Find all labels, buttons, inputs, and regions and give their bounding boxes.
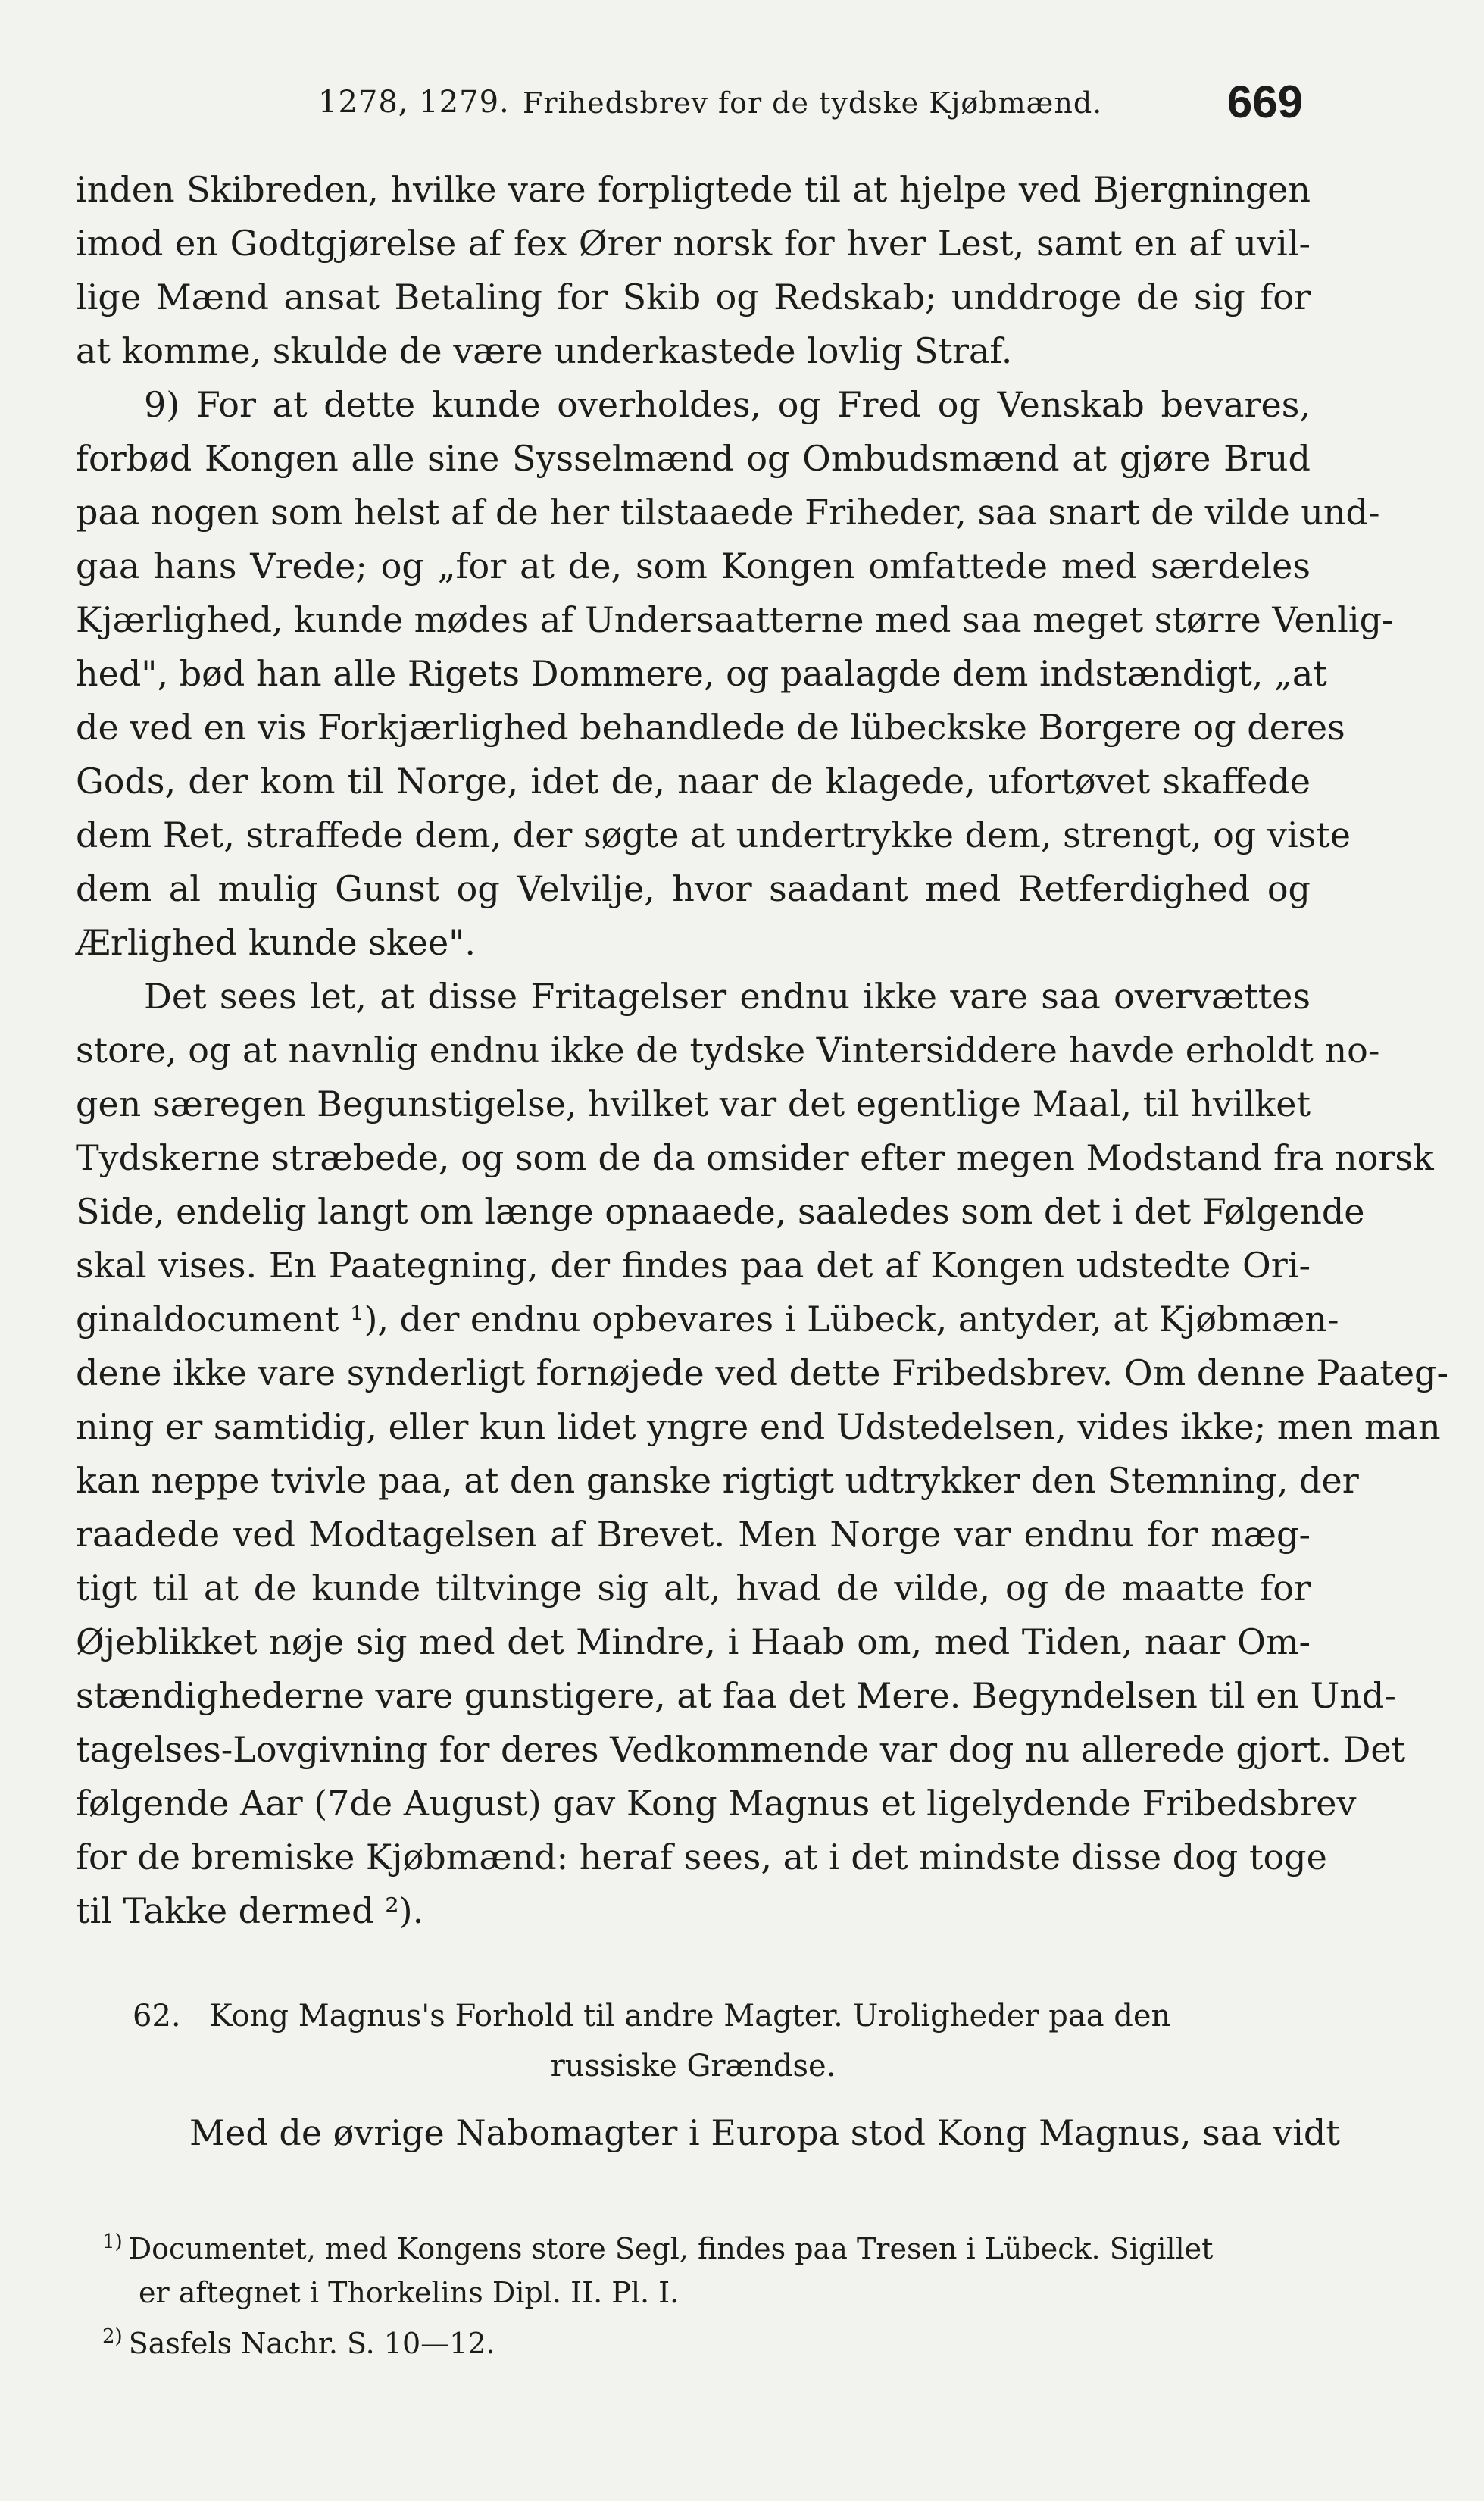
text-line: hed", bød han alle Rigets Dommere, og paalagde dem indstændigt, „at bbox=[76, 653, 1327, 694]
text-line: Side, endelig langt om længe opnaaede, saaledes som det i det Følgende bbox=[76, 1191, 1365, 1232]
text-line: forbød Kongen alle sine Sysselmænd og Ombudsmænd at gjøre Brud bbox=[76, 438, 1311, 479]
running-header bbox=[318, 76, 1303, 144]
section-body-line: Med de øvrige Nabomagter i Europa stod Kong Magnus, saa vidt bbox=[189, 2112, 1340, 2153]
text-line: Kjærlighed, kunde mødes af Undersaatterne med saa meget større Venlig- bbox=[76, 599, 1394, 640]
text-line: stændighederne vare gunstigere, at faa det Mere. Begyndelsen til en Und- bbox=[76, 1675, 1396, 1716]
text-line: inden Skibreden, hvilke vare forpligtede til at hjelpe ved Bjergningen bbox=[76, 169, 1311, 210]
text-line: gen særegen Begunstigelse, hvilket var det egentlige Maal, til hvilket bbox=[76, 1083, 1311, 1124]
footnote-mark: 1) bbox=[102, 2231, 123, 2253]
text-line: paa nogen som helst af de her tilstaaede Friheder, saa snart de vilde und- bbox=[76, 492, 1380, 533]
text-line: skal vises. En Paategning, der findes paa det af Kongen udstedte Ori- bbox=[76, 1245, 1311, 1286]
section-title-line-1: Kong Magnus's Forhold til andre Magter. Uroligheder paa den bbox=[209, 1999, 1171, 2034]
text-line: tagelses-Lovgivning for deres Vedkommende var dog nu allerede gjort. Det bbox=[76, 1729, 1406, 1770]
text-line: dene ikke vare synderligt fornøjede ved dette Fribedsbrev. Om denne Paateg- bbox=[76, 1352, 1449, 1393]
text-line: ning er samtidig, eller kun lidet yngre end Udstedelsen, vides ikke; men man bbox=[76, 1406, 1441, 1447]
footnote-1 bbox=[102, 2220, 1314, 2271]
text-line: dem al mulig Gunst og Velvilje, hvor saadant med Retferdighed og bbox=[76, 868, 1311, 909]
section-title-line-2: russiske Grændse. bbox=[550, 2049, 836, 2084]
footnotes bbox=[102, 2220, 1314, 2365]
running-title: Frihedsbrev for de tydske Kjøbmænd. bbox=[523, 86, 1103, 120]
text-line: for de bremiske Kjøbmænd: heraf sees, at i det mindste disse dog toge bbox=[76, 1837, 1327, 1877]
text-line: tigt til at de kunde tiltvinge sig alt, hvad de vilde, og de maatte for bbox=[76, 1568, 1311, 1608]
text-line: følgende Aar (7de August) gav Kong Magnus et ligelydende Fribedsbrev bbox=[76, 1783, 1357, 1824]
text-line: 9) For at dette kunde overholdes, og Fred og Venskab bevares, bbox=[144, 384, 1311, 425]
section-heading bbox=[76, 1991, 1311, 2041]
text-line: ginaldocument ¹), der endnu opbevares i Lübeck, antyder, at Kjøbmæn- bbox=[76, 1299, 1339, 1340]
text-line: Det sees let, at disse Fritagelser endnu ikke vare saa overvættes bbox=[144, 976, 1311, 1017]
text-line: raadede ved Modtagelsen af Brevet. Men Norge var endnu for mæg- bbox=[76, 1514, 1311, 1555]
footnote-text: Documentet, med Kongens store Segl, findes paa Tresen i Lübeck. Sigillet bbox=[128, 2232, 1214, 2265]
footnote-text: Sasfels Nachr. S. 10—12. bbox=[128, 2327, 495, 2360]
text-line: lige Mænd ansat Betaling for Skib og Redskab; unddroge de sig for bbox=[76, 277, 1311, 317]
text-line: store, og at navnlig endnu ikke de tydske Vintersiddere havde erholdt no- bbox=[76, 1030, 1380, 1071]
section-62 bbox=[76, 1991, 1340, 2160]
footnote-1-continuation: er aftegnet i Thorkelins Dipl. II. Pl. I. bbox=[139, 2276, 680, 2309]
footnote-mark: 2) bbox=[102, 2325, 123, 2348]
text-line: gaa hans Vrede; og „for at de, som Kongen omfattede med særdeles bbox=[76, 546, 1311, 586]
text-line: at komme, skulde de være underkastede lovlig Straf. bbox=[76, 330, 1013, 371]
text-line: kan neppe tvivle paa, at den ganske rigtigt udtrykker den Stemning, der bbox=[76, 1460, 1359, 1501]
section-numbers: 1278, 1279. bbox=[318, 85, 510, 120]
page-number: 669 bbox=[1226, 77, 1303, 127]
text-line: dem Ret, straffede dem, der søgte at undertrykke dem, strengt, og viste bbox=[76, 814, 1351, 855]
section-number: 62. bbox=[133, 1999, 181, 2034]
text-line: de ved en vis Forkjærlighed behandlede de lübeckske Borgere og deres bbox=[76, 707, 1345, 748]
text-line: imod en Godtgjørelse af fex Ører norsk for hver Lest, samt en af uvil- bbox=[76, 223, 1311, 264]
text-line: Ærlighed kunde skee". bbox=[76, 922, 476, 963]
text-line: Øjeblikket nøje sig med det Mindre, i Haab om, med Tiden, naar Om- bbox=[76, 1621, 1311, 1662]
text-line: til Takke dermed ²). bbox=[76, 1890, 424, 1931]
main-text bbox=[76, 163, 1449, 1938]
text-line: Tydskerne stræbede, og som de da omsider efter megen Modstand fra norsk bbox=[76, 1137, 1434, 1178]
text-line: Gods, der kom til Norge, idet de, naar de klagede, ufortøvet skaffede bbox=[76, 761, 1311, 802]
footnote-2 bbox=[102, 2315, 1314, 2365]
